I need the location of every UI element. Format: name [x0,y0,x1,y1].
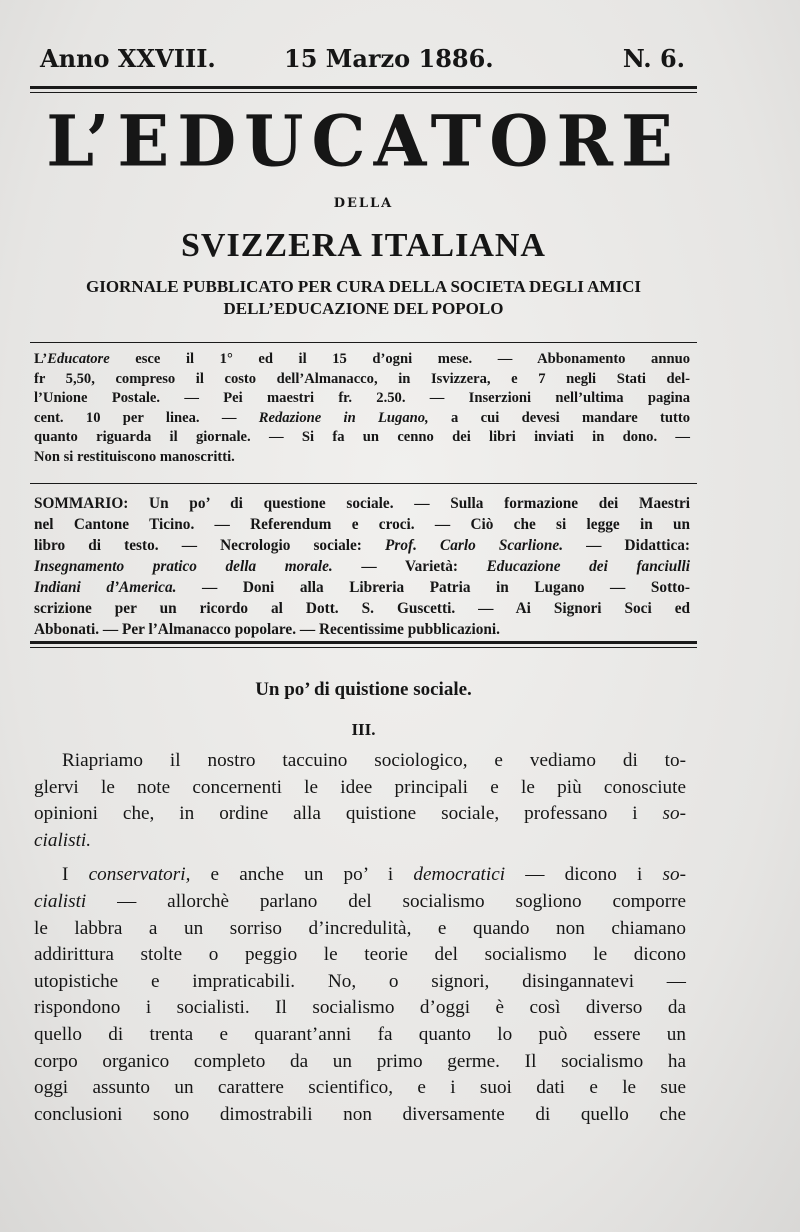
table-of-contents [34,493,690,640]
italic-text: Redazione in Lugano, [258,409,429,426]
text-run: nel Cantone Ticino. — Referendum e croci. — Ciò che si legge in un [34,516,690,533]
subscription-notice [34,350,690,467]
text-run: le labbra a un sorriso d’incredulità, e quando non chiamano [34,917,686,939]
italic-text: Insegnamento pratico della morale. [34,558,333,575]
text-run: addirittura stolte o peggio le teorie del socialismo le dicono [34,944,686,966]
contents-line [34,577,690,598]
tagline-line-1: GIORNALE PUBBLICATO PER CURA DELLA SOCIETA DEGLI AMICI [86,277,641,296]
text-run: e anche un po’ i [190,864,414,886]
text-run: utopistiche e impraticabili. No, o signori, disingannatevi — [34,970,686,992]
text-run: SOMMARIO: Un po’ di questione sociale. — Sulla formazione dei Maestri [34,495,690,512]
notice-line [34,428,690,448]
notice-rule [30,483,697,484]
text-run: cent. 10 per linea. — [34,409,259,426]
text-run: glervi le note concernenti le idee principali e le più conosciute [34,776,686,798]
text-run: — Varietà: [332,558,487,575]
text-line [34,862,686,889]
text-run: opinioni che, in ordine alla quistione sociale, professano i [34,803,663,825]
contents-line [34,598,690,619]
text-run: quello di trenta e quarant’anni fa quanto lo può essere un [34,1023,686,1045]
text-line [34,801,686,828]
text-run: Abbonati. — Per l’Almanacco popolare. — Recentissime pubblicazioni. [34,621,500,638]
issue-number: N. 6. [622,44,685,73]
masthead-rule [30,342,697,343]
text-run: quanto riguarda il giornale. — Si fa un cenno dei libri inviati in dono. — [34,429,690,445]
italic-text: Prof. Carlo Scarlione. [385,537,564,554]
text-run: a cui devesi mandare tutto [428,409,690,426]
text-run: — dicono i [505,864,663,886]
italic-text: so- [662,864,686,886]
contents-line [34,535,690,556]
issue-date: 15 Marzo 1886. [284,44,494,73]
paragraph-gap [34,854,686,862]
italic-text: Indiani d’America. [34,579,177,596]
notice-line [34,448,690,468]
text-run: esce il 1° ed il 15 d’ogni mese. — Abbonamento annuo [109,351,690,367]
issue-year: Anno XXVIII. [40,44,216,73]
text-run: Non si restituiscono manoscritti. [34,448,235,465]
italic-text: so- [662,803,686,825]
text-line [34,1075,686,1102]
italic-text: cialisti [34,890,87,912]
text-run: conclusioni sono dimostrabili non diversamente di quello che [34,1103,686,1125]
text-line [34,1049,686,1076]
text-run: fr 5,50, compreso il costo dell’Almanacco, in Isvizzera, e 7 negli Stati del- [34,370,690,387]
text-line [34,916,686,943]
text-run: I [62,864,89,886]
paragraph [34,748,686,854]
text-run: corpo organico completo da un primo germe. Il socialismo ha [34,1050,686,1072]
article-part: III. [351,720,376,739]
italic-text: conservatori, [88,864,191,886]
masthead-subtitle: SVIZZERA ITALIANA [181,227,546,264]
italic-text: Educatore [47,351,110,367]
text-run: libro di testo. — Necrologio sociale: [34,537,386,554]
text-run: — Doni alla Libreria Patria in Lugano — Sotto- [176,579,690,596]
contents-line [34,493,690,514]
article-body [34,748,686,1128]
text-run: L’ [34,351,48,367]
notice-line [34,350,690,370]
text-run: oggi assunto un carattere scientifico, e i suoi dati e le sue [34,1077,686,1099]
text-line [34,1022,686,1049]
italic-text: Educazione dei fanciulli [486,558,691,575]
text-run: scrizione per un ricordo al Dott. S. Guscetti. — Ai Signori Soci ed [34,600,690,617]
notice-line [34,409,690,429]
masthead-della: DELLA [333,196,394,211]
article-title: Un po’ di quistione sociale. [255,679,472,700]
text-run: rispondono i socialisti. Il socialismo d’oggi è così diverso da [34,997,686,1019]
masthead-title: L’EDUCATORE [46,100,681,184]
notice-line [34,370,690,390]
notice-line [34,389,690,409]
text-run: — allorchè parlano del socialismo sogliono comporre [86,890,686,912]
text-line [34,1102,686,1129]
tagline-line-2: DELL’EDUCAZIONE DEL POPOLO [223,299,504,318]
italic-text: democratici [413,864,506,886]
text-line [34,748,686,775]
text-run: Riapriamo il nostro taccuino sociologico, e vediamo di to- [62,750,686,771]
contents-line [34,619,690,640]
text-line [34,995,686,1022]
text-line [34,775,686,802]
text-line [34,969,686,996]
issue-header [40,44,685,84]
text-line [34,942,686,969]
paragraph [34,862,686,1128]
italic-text: cialisti. [34,829,92,851]
contents-line [34,556,690,577]
text-line [34,889,686,916]
text-line [34,828,686,855]
text-run: l’Unione Postale. — Pei maestri fr. 2.50. — Inserzioni nell’ultima pagina [34,390,690,406]
contents-line [34,514,690,535]
masthead-tagline [30,276,697,320]
text-run: — Didattica: [563,537,690,554]
